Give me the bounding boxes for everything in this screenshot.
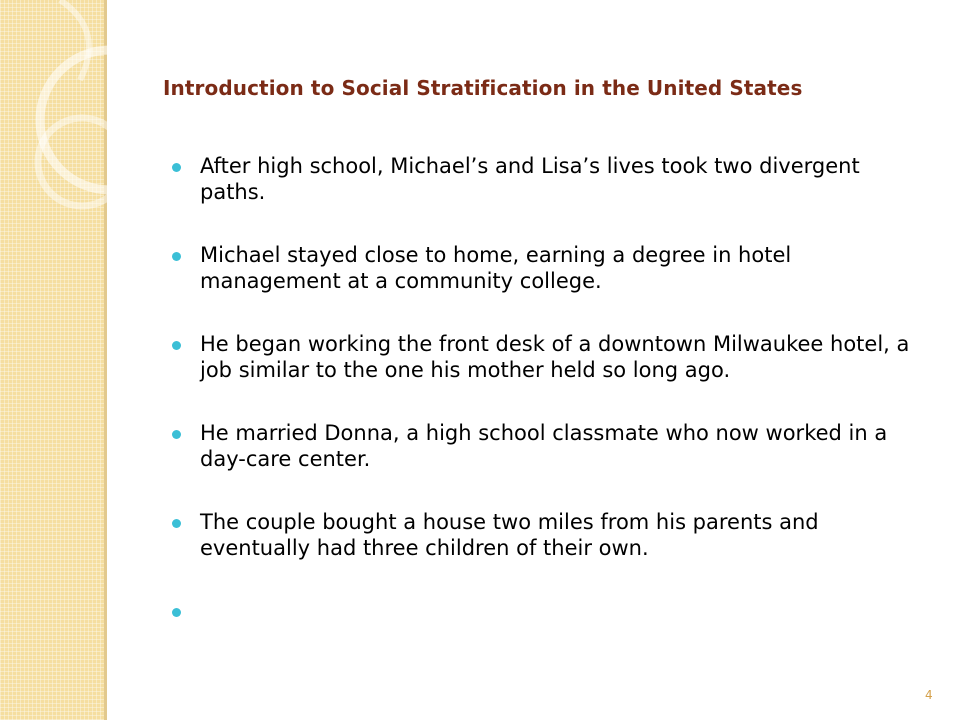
bullet-dot-icon [172, 608, 181, 617]
bullet-item [172, 509, 912, 561]
bullet-dot-icon [172, 430, 181, 439]
bullet-dot-icon [172, 252, 181, 261]
bullet-item [172, 420, 912, 472]
bullet-text: The couple bought a house two miles from his parents and eventually had three children of their own. [200, 510, 819, 560]
bullet-item-empty [172, 598, 912, 624]
bullet-dot-icon [172, 163, 181, 172]
page-number: 4 [925, 688, 933, 702]
slide-title: Introduction to Social Stratification in the United States [163, 76, 803, 100]
bullet-dot-icon [172, 519, 181, 528]
bullet-item [172, 153, 912, 205]
decorative-circles [0, 0, 180, 260]
bullet-text: Michael stayed close to home, earning a degree in hotel management at a community college. [200, 243, 792, 293]
bullet-text: He began working the front desk of a downtown Milwaukee hotel, a job similar to the one his mother held so long ago. [200, 332, 910, 382]
bullet-text: After high school, Michael’s and Lisa’s lives took two divergent paths. [200, 154, 860, 204]
bullet-list [172, 153, 912, 624]
bullet-dot-icon [172, 341, 181, 350]
bullet-item [172, 331, 912, 383]
bullet-text: He married Donna, a high school classmate who now worked in a day-care center. [200, 421, 888, 471]
bullet-item [172, 242, 912, 294]
